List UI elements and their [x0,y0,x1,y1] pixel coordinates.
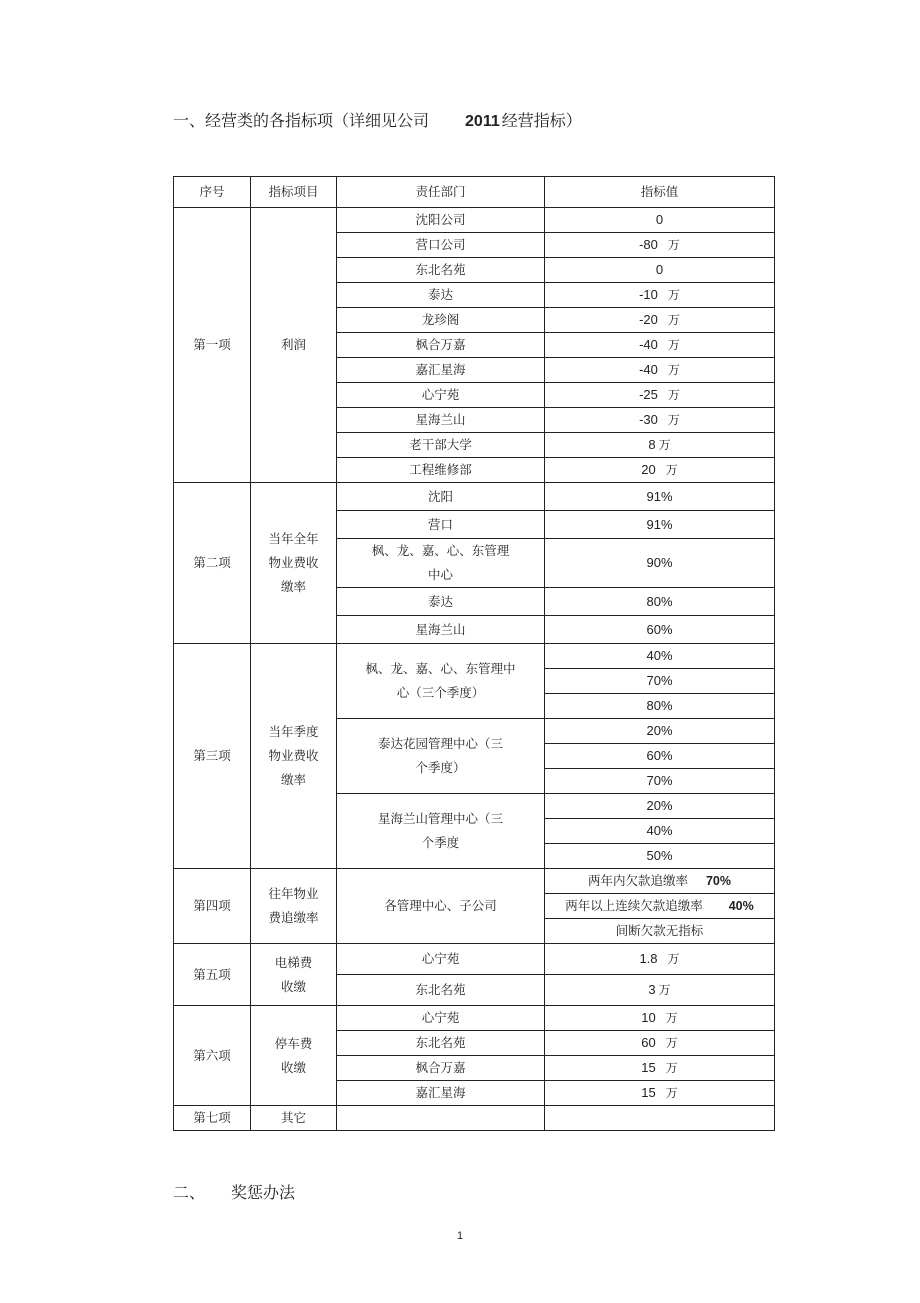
value-cell: 10 万 [545,1006,775,1031]
value-cell: 70% [545,769,775,794]
dept-cell: 星海兰山管理中心（三个季度 [337,794,545,869]
dept-cell: 嘉汇星海 [337,1081,545,1106]
value-cell: -30 万 [545,408,775,433]
value-cell: 0 [545,208,775,233]
dept-cell: 心宁苑 [337,383,545,408]
value-cell: -80 万 [545,233,775,258]
item-number: 第七项 [174,1106,251,1131]
value-cell: 70% [545,669,775,694]
value-cell: 60% [545,616,775,644]
dept-cell: 营口公司 [337,233,545,258]
header-row [174,177,775,208]
value-cell: 8 万 [545,433,775,458]
dept-cell: 龙珍阁 [337,308,545,333]
dept-cell: 老干部大学 [337,433,545,458]
dept-cell: 嘉汇星海 [337,358,545,383]
dept-cell: 枫、龙、嘉、心、东管理中心 [337,539,545,588]
value-cell: 20% [545,719,775,744]
value-cell: 0 [545,258,775,283]
item-number: 第一项 [174,208,251,483]
header-cell: 责任部门 [337,177,545,208]
dept-cell [337,1106,545,1131]
indicator-table [173,176,775,1131]
value-cell: 两年内欠款追缴率 70% [545,869,775,894]
dept-cell: 沈阳公司 [337,208,545,233]
value-cell: 91% [545,511,775,539]
dept-cell: 营口 [337,511,545,539]
value-cell: 20% [545,794,775,819]
dept-cell: 沈阳 [337,483,545,511]
value-cell: -20 万 [545,308,775,333]
dept-cell: 星海兰山 [337,616,545,644]
heading-year: 2011 [465,113,500,130]
value-cell: 91% [545,483,775,511]
item-number: 第四项 [174,869,251,944]
value-cell: 80% [545,588,775,616]
section-2-heading [173,1180,295,1203]
header-cell: 序号 [174,177,251,208]
table-row [174,208,775,233]
section-2-title: 奖惩办法 [231,1183,296,1202]
item-number: 第三项 [174,644,251,869]
value-cell: 90% [545,539,775,588]
header-cell: 指标项目 [251,177,337,208]
item-number: 第二项 [174,483,251,644]
dept-cell: 心宁苑 [337,944,545,975]
value-cell [545,1106,775,1131]
value-cell: 两年以上连续欠款追缴率 40% [545,894,775,919]
item-name: 往年物业费追缴率 [251,869,337,944]
table-row [174,1006,775,1031]
value-cell: 15 万 [545,1081,775,1106]
value-cell: 20 万 [545,458,775,483]
page-number: 1 [456,1230,464,1242]
item-name: 停车费收缴 [251,1006,337,1106]
dept-cell: 各管理中心、子公司 [337,869,545,944]
value-cell: -40 万 [545,358,775,383]
table-row [174,1106,775,1131]
value-cell: -40 万 [545,333,775,358]
dept-cell: 枫合万嘉 [337,333,545,358]
value-cell: 3 万 [545,975,775,1006]
value-cell: 50% [545,844,775,869]
section-1-heading [173,108,582,131]
dept-cell: 枫、龙、嘉、心、东管理中心（三个季度） [337,644,545,719]
value-cell: 40% [545,819,775,844]
dept-cell: 东北名苑 [337,975,545,1006]
value-cell: -10 万 [545,283,775,308]
table-row [174,644,775,669]
value-cell: 80% [545,694,775,719]
heading-prefix: 一、经营类的各指标项（详细见公司 [173,111,430,130]
value-cell: 15 万 [545,1056,775,1081]
dept-cell: 泰达 [337,588,545,616]
table-row [174,869,775,894]
header-cell: 指标值 [545,177,775,208]
table-row [174,944,775,975]
value-cell: 1.8 万 [545,944,775,975]
dept-cell: 泰达花园管理中心（三个季度） [337,719,545,794]
value-cell: 间断欠款无指标 [545,919,775,944]
section-2-number: 二、 [173,1183,206,1202]
item-name: 当年全年物业费收缴率 [251,483,337,644]
item-name: 当年季度物业费收缴率 [251,644,337,869]
value-cell: 60% [545,744,775,769]
dept-cell: 枫合万嘉 [337,1056,545,1081]
dept-cell: 星海兰山 [337,408,545,433]
dept-cell: 工程维修部 [337,458,545,483]
item-number: 第五项 [174,944,251,1006]
heading-suffix: 经营指标） [501,111,582,130]
dept-cell: 东北名苑 [337,258,545,283]
value-cell: 40% [545,644,775,669]
value-cell: 60 万 [545,1031,775,1056]
dept-cell: 泰达 [337,283,545,308]
table-row [174,483,775,511]
item-name: 其它 [251,1106,337,1131]
value-cell: -25 万 [545,383,775,408]
dept-cell: 东北名苑 [337,1031,545,1056]
dept-cell: 心宁苑 [337,1006,545,1031]
item-name: 电梯费收缴 [251,944,337,1006]
item-number: 第六项 [174,1006,251,1106]
item-name: 利润 [251,208,337,483]
